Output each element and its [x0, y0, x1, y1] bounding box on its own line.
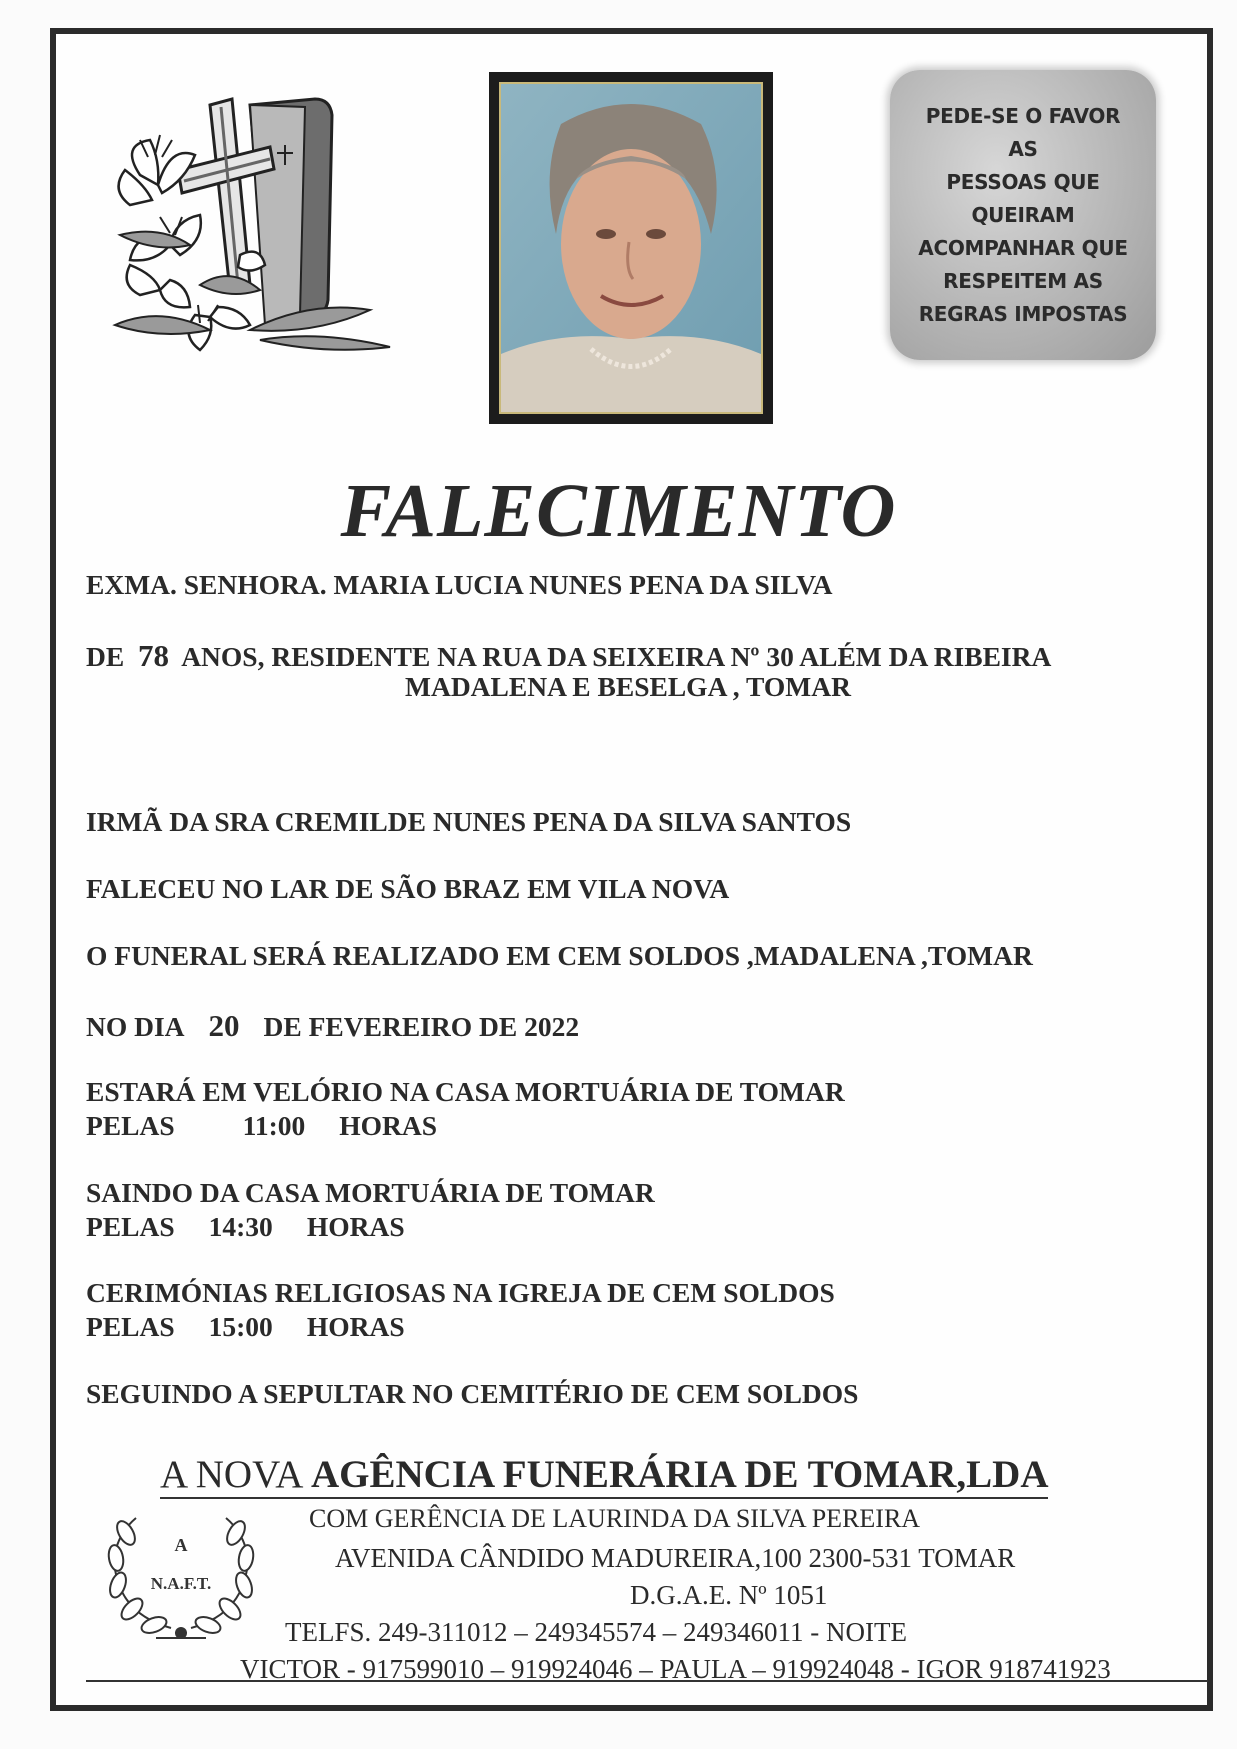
ceremony-time: 15:00: [208, 1311, 273, 1342]
notice-line: REGRAS IMPOSTAS: [918, 301, 1128, 326]
date-suffix: DE FEVEREIRO DE 2022: [263, 1011, 580, 1042]
notice-title: FALECIMENTO: [340, 469, 897, 553]
naft-logo-letter: A: [174, 1535, 188, 1555]
notice-line: PEDE-SE O FAVOR AS: [925, 103, 1121, 161]
burial-line: SEGUINDO A SEPULTAR NO CEMITÉRIO DE CEM SOLDOS: [86, 1378, 859, 1409]
agency-phones: TELFS. 249-311012 – 249345574 – 249346011 - NOITE: [285, 1617, 907, 1647]
ceremony-time-line: [86, 1311, 405, 1343]
deceased-name-line: EXMA. SENHORA. MARIA LUCIA NUNES PENA DA SILVA: [86, 569, 833, 600]
agency-address: AVENIDA CÂNDIDO MADUREIRA,100 2300-531 TOMAR: [335, 1543, 1016, 1573]
agency-name-prefix: A NOVA: [160, 1453, 311, 1496]
address-line-2: MADALENA E BESELGA , TOMAR: [405, 671, 851, 702]
age-prefix: DE: [86, 641, 125, 672]
age-value: 78: [137, 638, 169, 673]
ceremony-line: CERIMÓNIAS RELIGIOSAS NA IGREJA DE CEM SOLDOS: [86, 1277, 835, 1308]
agency-night-contacts: VICTOR - 917599010 – 919924046 – PAULA – 919924048 - IGOR 918741923: [240, 1654, 1111, 1684]
wake-line: ESTARÁ EM VELÓRIO NA CASA MORTUÁRIA DE TOMAR: [86, 1076, 845, 1107]
leaving-time-line: [86, 1211, 405, 1243]
time-unit: HORAS: [339, 1110, 438, 1141]
notice-line: QUEIRAM: [971, 202, 1075, 227]
notice-line: ACOMPANHAR QUE: [918, 235, 1128, 260]
time-unit: HORAS: [306, 1211, 405, 1242]
died-at-line: FALECEU NO LAR DE SÃO BRAZ EM VILA NOVA: [86, 873, 730, 904]
age-address-line: [86, 638, 1051, 674]
deceased-portrait: [489, 72, 773, 424]
leaving-line: SAINDO DA CASA MORTUÁRIA DE TOMAR: [86, 1177, 655, 1208]
notice-line: RESPEITEM AS: [943, 268, 1103, 293]
wake-time-line: [86, 1110, 437, 1142]
notice-line: PESSOAS QUE: [946, 169, 1100, 194]
funeral-date-line: [86, 1008, 579, 1044]
wake-time: 11:00: [242, 1110, 306, 1141]
sibling-line: IRMÃ DA SRA CREMILDE NUNES PENA DA SILVA SANTOS: [86, 806, 852, 837]
funeral-location-line: O FUNERAL SERÁ REALIZADO EM CEM SOLDOS ,MADALENA ,TOMAR: [86, 940, 1033, 971]
cross-lilies-emblem: [100, 85, 400, 375]
footer-divider: [86, 1680, 1208, 1682]
time-label: PELAS: [86, 1110, 175, 1141]
time-label: PELAS: [86, 1211, 175, 1242]
date-day: 20: [208, 1008, 240, 1043]
time-label: PELAS: [86, 1311, 175, 1342]
portrait-photo: [501, 84, 761, 412]
leaving-time: 14:30: [208, 1211, 273, 1242]
naft-logo-text: N.A.F.T.: [150, 1574, 212, 1593]
agency-name-main: AGÊNCIA FUNERÁRIA DE TOMAR,LDA: [311, 1453, 1049, 1496]
agency-management: COM GERÊNCIA DE LAURINDA DA SILVA PEREIRA: [309, 1504, 921, 1533]
time-unit: HORAS: [306, 1311, 405, 1342]
agency-dgae: D.G.A.E. Nº 1051: [630, 1580, 828, 1610]
rules-notice-box: [890, 70, 1156, 360]
naft-logo: [96, 1503, 266, 1653]
address-text: ANOS, RESIDENTE NA RUA DA SEIXEIRA Nº 30 ALÉM DA RIBEIRA: [181, 641, 1052, 672]
rules-notice-text: [908, 100, 1138, 331]
date-prefix: NO DIA: [86, 1011, 185, 1042]
agency-name: [160, 1453, 1048, 1499]
